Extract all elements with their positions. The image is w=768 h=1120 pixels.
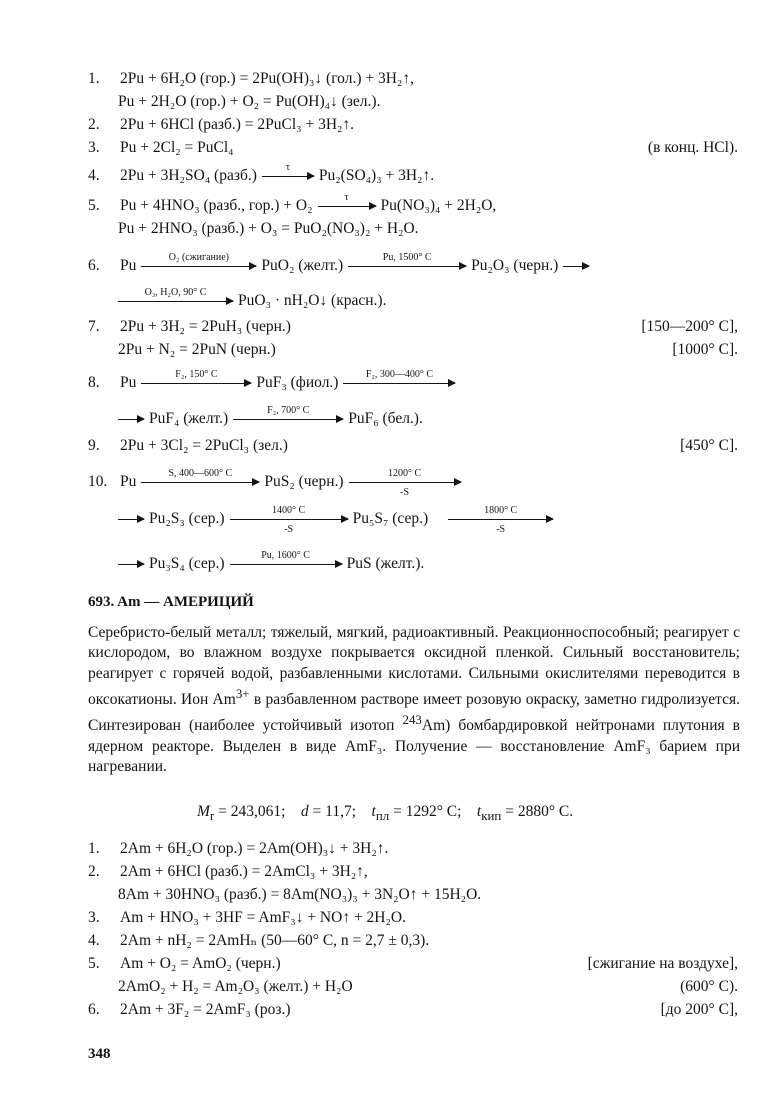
am-reaction-2 (0, 863, 768, 885)
reaction-arrow (230, 505, 348, 535)
reaction-number: 3. (88, 139, 100, 156)
reactants: Pu + 4HNO₃ (разб., гор.) + O₂ (120, 197, 313, 214)
melting-point-symbol: t (371, 803, 376, 820)
description-paragraph (88, 623, 740, 777)
equation: 2Pu + N₂ = 2PuN (черн.) (118, 341, 276, 358)
am-reaction-6 (0, 1001, 768, 1023)
reaction-arrow (141, 468, 259, 490)
reaction-number: 2. (88, 863, 100, 880)
physical-properties (197, 803, 573, 823)
species: Pu₃S₄ (сер.) (149, 555, 225, 572)
species: PuF₄ (желт.) (149, 410, 229, 427)
equation: 2Am + nH₂ = 2AmHₙ (50—60° C, n = 2,7 ± 0,3). (120, 932, 430, 949)
reaction-arrow (448, 505, 553, 535)
pu-reaction-10 (0, 468, 768, 498)
arrow-label: F₂, 300—400° C (365, 369, 434, 381)
am-reaction-5 (0, 955, 768, 977)
pu-reaction-4 (0, 162, 768, 189)
condition: [1000° C]. (672, 341, 738, 358)
reaction-number: 6. (88, 257, 100, 274)
arrow-label: τ (344, 192, 349, 204)
reaction-arrow (118, 410, 144, 427)
pu-reaction-1b (0, 93, 768, 115)
reaction-arrow (141, 252, 256, 274)
species: Pu (120, 257, 137, 274)
equation (118, 550, 425, 572)
paragraph-text: Серебристо-белый металл; тяжелый, мягкий, радиоактивный. Реакционноспособный; реагирует с кислородом, во влажном воздухе покрывается оксидной пленкой. Сильный восстановитель; реагирует с горячей водой, разбавленными кислотами. Сильными окислителями переводится в оксокатионы. Ион Am (88, 624, 740, 709)
equation (120, 162, 435, 184)
equation (120, 369, 460, 391)
density-value: = 11,7; (308, 803, 357, 820)
pu-reaction-8b (0, 405, 768, 432)
equation: 2Am + 6H₂O (гор.) = 2Am(OH)₃↓ + 3H₂↑. (120, 840, 389, 857)
reaction-number: 3. (88, 909, 100, 926)
am-reaction-1 (0, 840, 768, 862)
boiling-point-symbol: t (476, 803, 482, 820)
reaction-number: 6. (88, 1001, 100, 1018)
equation: 2AmO₂ + H₂ = Am₂O₃ (желт.) + H₂O (118, 978, 353, 995)
equation: 2Pu + 3Cl₂ = 2PuCl₃ (зел.) (120, 437, 288, 454)
reaction-number: 10. (88, 473, 108, 490)
condition: [150—200° C], (641, 318, 738, 335)
products: Pu(NO₃)₄ + 2H₂O, (380, 197, 497, 214)
species: PuS (желт.). (346, 555, 425, 572)
pu-reaction-10c (0, 550, 768, 577)
equation: Pu + 2H₂O (гор.) + O₂ = Pu(OH)₄↓ (зел.). (118, 93, 381, 110)
species: PuF₆ (бел.). (348, 410, 423, 427)
arrow-label: Pu, 1600° C (261, 550, 310, 562)
equation: Pu + 2HNO₃ (разб.) + O₃ = PuO₂(NO₃)₂ + H₂O. (118, 220, 419, 237)
reaction-number: 2. (88, 116, 100, 133)
reaction-arrow (348, 252, 466, 274)
species: PuS₂ (черн.) (264, 473, 344, 490)
reaction-arrow (349, 468, 461, 498)
equation: 2Am + 6HCl (разб.) = 2AmCl₃ + 3H₂↑, (120, 863, 368, 880)
molar-mass-value: = 243,061; (214, 803, 286, 820)
pu-reaction-7 (0, 318, 768, 340)
reaction-number: 4. (88, 932, 100, 949)
species: PuO₂ (желт.) (261, 257, 344, 274)
reaction-arrow (318, 192, 376, 214)
reaction-number: 5. (88, 197, 100, 214)
reaction-arrow (233, 405, 343, 427)
section-heading: 693. Am — АМЕРИЦИЙ (88, 594, 254, 610)
condition: [до 200° C], (660, 1001, 738, 1018)
reaction-number: 1. (88, 70, 100, 87)
subscript: кип (481, 808, 502, 824)
reaction-arrow (563, 257, 589, 274)
equation: Am + O₂ = AmO₂ (черн.) (120, 955, 281, 972)
melting-point-value: = 1292° C; (389, 803, 462, 820)
arrow-label: 1200° C (387, 468, 422, 480)
reaction-number: 1. (88, 840, 100, 857)
equation: Am + HNO₃ + 3HF = AmF₃↓ + NO↑ + 2H₂O. (120, 909, 406, 926)
arrow-label: F₂, 700° C (267, 405, 310, 417)
superscript: 3+ (235, 685, 250, 701)
arrow-sublabel: -S (496, 524, 506, 535)
reaction-arrow (343, 369, 455, 391)
reaction-number: 7. (88, 318, 100, 335)
species: Pu₅S₇ (сер.) (352, 510, 429, 527)
arrow-sublabel: -S (400, 487, 410, 498)
pu-reaction-6 (0, 252, 768, 279)
arrow-label: Pu, 1500° C (382, 252, 432, 264)
arrow-label: S, 400—600° C (168, 468, 233, 480)
species: Pu₂S₃ (сер.) (149, 510, 225, 527)
reaction-arrow (118, 510, 144, 527)
reaction-arrow (118, 287, 233, 309)
reaction-arrow (118, 555, 144, 572)
paragraph-text: в разбавленном растворе имеет розовую окраску, заметно гидролизуется. Синтезирован (наиболее устойчивый изотоп (88, 691, 740, 735)
pu-reaction-2 (0, 116, 768, 138)
am-reaction-3 (0, 909, 768, 931)
pu-reaction-5 (0, 192, 768, 219)
reaction-number: 4. (88, 167, 100, 184)
arrow-label: 1400° C (271, 505, 306, 517)
reaction-arrow (141, 369, 251, 391)
superscript: 243 (402, 712, 422, 728)
arrow-label: τ (285, 162, 290, 174)
arrow-sublabel: -S (284, 524, 294, 535)
condition: [сжигание на воздухе], (587, 955, 738, 972)
am-reaction-5b (0, 978, 768, 1000)
pu-reaction-6b (0, 287, 768, 314)
equation (120, 252, 594, 274)
equation (118, 505, 558, 535)
pu-reaction-9 (0, 437, 768, 459)
arrow-label: F₂, 150° C (175, 369, 218, 381)
equation (120, 192, 497, 214)
equation: 8Am + 30HNO₃ (разб.) = 8Am(NO₃)₃ + 3N₂O↑ + 15H₂O. (118, 886, 482, 903)
subscript: пл (375, 808, 390, 824)
reaction-number: 8. (88, 374, 100, 391)
density-symbol: d (300, 803, 309, 820)
equation (120, 468, 466, 498)
species: PuF₃ (фиол.) (256, 374, 339, 391)
pu-reaction-8 (0, 369, 768, 396)
equation: 2Pu + 6HCl (разб.) = 2PuCl₃ + 3H₂↑. (120, 116, 355, 133)
species: Pu₂O₃ (черн.) (471, 257, 559, 274)
page-number: 348 (88, 1046, 111, 1062)
species: Pu (120, 374, 137, 391)
equation: Pu + 2Cl₂ = PuCl₄ (120, 139, 234, 156)
reaction-number: 9. (88, 437, 100, 454)
pu-reaction-10b (0, 505, 768, 535)
boiling-point-value: = 2880° C. (501, 803, 574, 820)
paragraph-text: Am) бомбардировкой нейтронами плутония в ядерном реакторе. Выделен в виде AmF₃. Получение — восстановление AmF₃ барием при нагревании. (88, 717, 741, 776)
products: Pu₂(SO₄)₃ + 3H₂↑. (318, 167, 435, 184)
pu-reaction-1 (0, 70, 768, 92)
equation (118, 287, 387, 309)
equation: 2Am + 3F₂ = 2AmF₃ (роз.) (120, 1001, 291, 1018)
reaction-arrow (230, 550, 342, 572)
reaction-arrow (262, 162, 314, 184)
arrow-label: O₃, H₂O, 90° C (144, 287, 207, 299)
arrow-label: O₂ (сжигание) (168, 252, 229, 264)
equation (118, 405, 423, 427)
equation: 2Pu + 3H₂ = 2PuH₃ (черн.) (120, 318, 291, 335)
pu-reaction-3 (0, 139, 768, 161)
am-reaction-4 (0, 932, 768, 954)
molar-mass-symbol: M (197, 803, 210, 820)
reactants: 2Pu + 3H₂SO₄ (разб.) (120, 167, 257, 184)
pu-reaction-5b (0, 220, 768, 242)
pu-reaction-7b (0, 341, 768, 363)
condition: (в конц. HCl). (647, 139, 738, 156)
condition: [450° C]. (680, 437, 738, 454)
equation: 2Pu + 6H₂O (гор.) = 2Pu(OH)₃↓ (гол.) + 3H₂↑, (120, 70, 414, 87)
species: PuO₃ · nH₂O↓ (красн.). (238, 292, 387, 309)
arrow-label: 1800° C (484, 505, 518, 517)
species: Pu (120, 473, 137, 490)
am-reaction-2b (0, 886, 768, 908)
condition: (600° C). (680, 978, 738, 995)
subscript: r (209, 808, 215, 824)
reaction-number: 5. (88, 955, 100, 972)
